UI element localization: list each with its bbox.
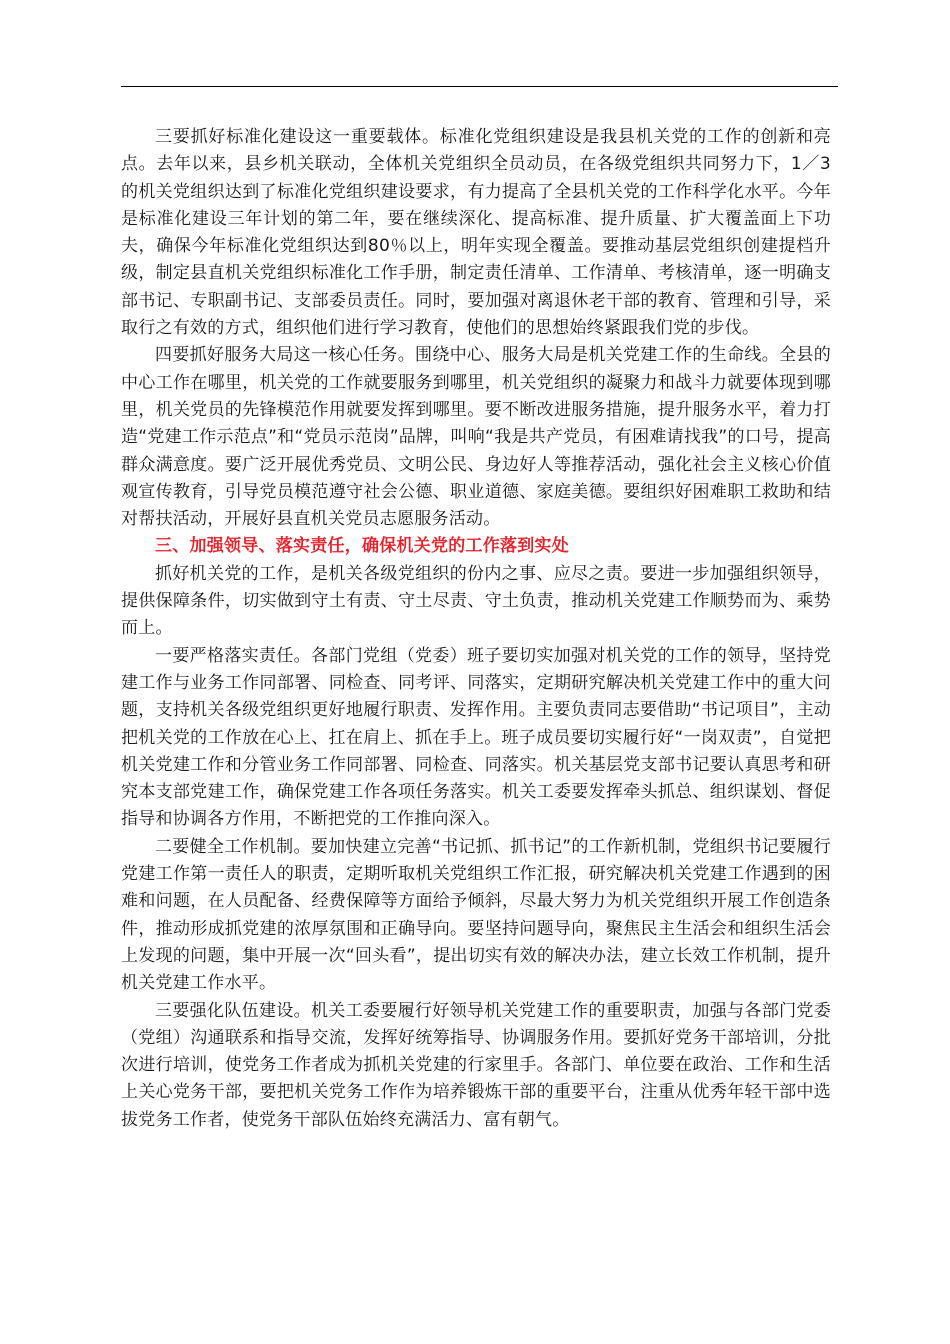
paragraph-leadership-intro: 抓好机关党的工作，是机关各级党组织的份内之事、应尽之责。要进一步加强组织领导，提供保障条件，切实做到守土有责、守土尽责、守土负责，推动机关党建工作顺势而为、乘势而上。 xyxy=(121,563,831,639)
paragraph-team-building: 三要强化队伍建设。机关工委要履行好领导机关党建工作的重要职责，加强与各部门党委（党组）沟通联系和指导交流，发挥好统筹指导、协调服务作用。要抓好党务干部培训，分批次进行培训，使党务工作者成为抓机关党建的行家里手。各部门、单位要在政治、工作和生活上关心党务干部，要把机关党务工作作为培养锻炼干部的重要平台，注重从优秀年轻干部中选拔党务工作者，使党务干部队伍始终充满活力、富有朝气。 xyxy=(121,1000,831,1130)
paragraph-service: 四要抓好服务大局这一核心任务。围绕中心、服务大局是机关党建工作的生命线。全县的中心工作在哪里，机关党的工作就要服务到哪里，机关党组织的凝聚力和战斗力就要体现到哪里，机关党员的先锋模范作用就要发挥到哪里。要不断改进服务措施，提升服务水平，着力打造“党建工作示范点”和“党员示范岗”品牌，叫响“我是共产党员，有困难请找我”的口号，提高群众满意度。要广泛开展优秀党员、文明公民、身边好人等推荐活动，强化社会主义核心价值观宣传教育，引导党员模范遵守社会公德、职业道德、家庭美德。要组织好困难职工救助和结对帮扶活动，开展好县直机关党员志愿服务活动。 xyxy=(121,345,831,530)
paragraph-responsibility: 一要严格落实责任。各部门党组（党委）班子要切实加强对机关党的工作的领导，坚持党建工作与业务工作同部署、同检查、同考评、同落实，定期研究解决机关党建工作中的重大问题，支持机关各级党组织更好地履行职责、发挥作用。主要负责同志要借助“书记项目”，主动把机关党的工作放在心上、扛在肩上、抓在手上。班子成员要切实履行好“一岗双责”，自觉把机关党建工作和分管业务工作同部署、同检查、同落实。机关基层党支部书记要认真思考和研究本支部党建工作，确保党建工作各项任务落实。机关工委要发挥牵头抓总、组织谋划、督促指导和协调各方作用，不断把党的工作推向深入。 xyxy=(121,645,831,830)
header-rule xyxy=(121,86,838,87)
document-body xyxy=(121,124,831,1134)
section-heading-leadership: 三、加强领导、落实责任，确保机关党的工作落到实处 xyxy=(155,536,569,557)
paragraph-standardization: 三要抓好标准化建设这一重要载体。标准化党组织建设是我县机关党的工作的创新和亮点。去年以来，县乡机关联动，全体机关党组织全员动员，在各级党组织共同努力下，1／3的机关党组织达到了标准化党组织建设要求，有力提高了全县机关党的工作科学化水平。今年是标准化建设三年计划的第二年，要在继续深化、提高标准、提升质量、扩大覆盖面上下功夫，确保今年标准化党组织达到80％以上，明年实现全覆盖。要推动基层党组织创建提档升级，制定县直机关党组织标准化工作手册，制定责任清单、工作清单、考核清单，逐一明确支部书记、专职副书记、支部委员责任。同时，要加强对离退休老干部的教育、管理和引导，采取行之有效的方式，组织他们进行学习教育，使他们的思想始终紧跟我们党的步伐。 xyxy=(121,127,831,339)
paragraph-mechanism: 二要健全工作机制。要加快建立完善“书记抓、抓书记”的工作新机制，党组织书记要履行党建工作第一责任人的职责，定期听取机关党组织工作汇报，研究解决机关党建工作遇到的困难和问题，在人员配备、经费保障等方面给予倾斜，尽最大努力为机关党组织开展工作创造条件，推动形成抓党建的浓厚氛围和正确导向。要坚持问题导向，聚焦民主生活会和组织生活会上发现的问题，集中开展一次“回头看”，提出切实有效的解决办法，建立长效工作机制，提升机关党建工作水平。 xyxy=(121,836,831,994)
